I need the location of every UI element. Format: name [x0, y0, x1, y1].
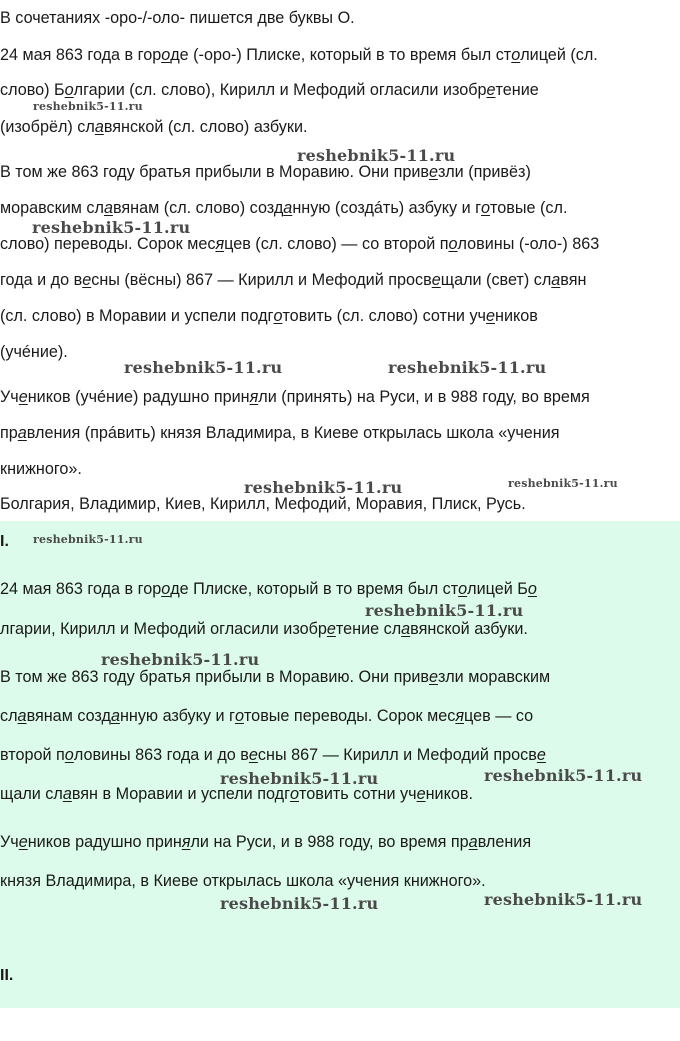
text-segment: щали сл [0, 785, 63, 803]
inserted-letter: я [249, 388, 259, 406]
watermark: reshebnik5-11.ru [124, 358, 283, 377]
answer-line [0, 871, 486, 891]
task-line [0, 423, 560, 443]
task-line [0, 494, 526, 514]
inserted-letter: е [248, 746, 258, 764]
text-segment: нную азбуку и г [119, 707, 235, 725]
text-segment: товить сотни уч [299, 785, 417, 803]
inserted-letter: е [18, 388, 28, 406]
text-segment: вянам созд [26, 707, 111, 725]
inserted-letter: е [326, 620, 336, 638]
answer-line [0, 832, 531, 852]
watermark: reshebnik5-11.ru [32, 218, 191, 237]
watermark: reshebnik5-11.ru [220, 769, 379, 788]
inserted-letter: а [110, 707, 120, 725]
watermark: reshebnik5-11.ru [220, 894, 379, 913]
task-line [0, 342, 68, 362]
inserted-letter: о [161, 580, 171, 598]
inserted-letter: а [62, 785, 72, 803]
inserted-letter: а [103, 199, 113, 217]
text-segment: товить (сл. слово) сотни уч [282, 307, 486, 325]
inserted-letter: а [468, 833, 478, 851]
task-line [0, 387, 590, 407]
inserted-letter: е [431, 271, 441, 289]
inserted-letter: я [215, 235, 225, 253]
text-segment: лгарии, Кирилл и Мефодий огласили изобр [0, 620, 327, 638]
text-segment: лицей (сл. [520, 46, 598, 64]
inserted-letter: я [181, 833, 191, 851]
inserted-letter: о [481, 199, 491, 217]
text-segment: ли на Руси, и в 988 году, во время пр [190, 833, 469, 851]
text-segment: лгарии (сл. слово), Кирилл и Мефодий огласили изобр [73, 81, 487, 99]
text-segment: ловины (-оло-) 863 [457, 235, 600, 253]
task-line [0, 117, 308, 137]
text-segment: сны 867 — Кирилл и Мефодий просв [257, 746, 537, 764]
text-segment: (изобрёл) сл [0, 118, 95, 136]
text-segment: тение сл [335, 620, 402, 638]
text-segment: князя Владимира, в Киеве открылась школа «учения книжного». [0, 872, 486, 890]
rule-text: В сочетаниях -оро-/-оло- пишется две буквы О. [0, 9, 355, 27]
text-segment: Уч [0, 833, 19, 851]
task-line [0, 270, 586, 290]
task-line [0, 459, 82, 479]
inserted-letter: а [94, 118, 104, 136]
watermark: reshebnik5-11.ru [388, 358, 547, 377]
inserted-letter: е [486, 81, 496, 99]
answer-line [0, 706, 533, 726]
inserted-letter: а [551, 271, 561, 289]
text-segment: ников. [425, 785, 473, 803]
text-segment: ли (принять) на Руси, и в 988 году, во время [258, 388, 590, 406]
inserted-letter: я [455, 707, 464, 725]
text-segment: ников [495, 307, 538, 325]
watermark: reshebnik5-11.ru [297, 146, 456, 165]
watermark: reshebnik5-11.ru [244, 478, 403, 497]
watermark: reshebnik5-11.ru [365, 601, 524, 620]
text-segment: де (-оро-) Плиске, который в то время был ст [170, 46, 512, 64]
text-segment: моравским сл [0, 199, 104, 217]
text-segment: вянам (сл. слово) созд [112, 199, 284, 217]
text-segment: де Плиске, который в то время был ст [170, 580, 459, 598]
text-segment: ников (учéние) радушно прин [27, 388, 250, 406]
text-segment: вян [560, 271, 587, 289]
watermark: reshebnik5-11.ru [484, 890, 643, 909]
text-segment: сл [0, 707, 18, 725]
text-segment: вянской (сл. слово) азбуки. [103, 118, 308, 136]
inserted-letter: е [428, 163, 438, 181]
inserted-letter: о [511, 46, 521, 64]
text-segment: вления [477, 833, 532, 851]
inserted-letter: о [64, 81, 74, 99]
text-segment: Болгария, Владимир, Киев, Кирилл, Мефодий, Моравия, Плиск, Русь. [0, 495, 526, 513]
inserted-letter: о [448, 235, 458, 253]
watermark: reshebnik5-11.ru [33, 533, 143, 546]
text-segment: Уч [0, 388, 19, 406]
inserted-letter: е [18, 833, 28, 851]
text-segment: книжного». [0, 460, 82, 478]
text-segment: ников радушно прин [27, 833, 182, 851]
inserted-letter: а [17, 707, 27, 725]
task-line [0, 198, 567, 218]
inserted-letter: о [234, 707, 244, 725]
inserted-letter: е [416, 785, 426, 803]
watermark: reshebnik5-11.ru [101, 650, 260, 669]
task-line [0, 234, 599, 254]
answer-line [0, 579, 537, 599]
text-segment: зли моравским [438, 668, 551, 686]
watermark: reshebnik5-11.ru [33, 100, 143, 113]
text-segment: зли (привёз) [438, 163, 531, 181]
text-segment: слово) переводы. Сорок мес [0, 235, 216, 253]
inserted-letter: о [64, 746, 74, 764]
inserted-letter: е [536, 746, 546, 764]
inserted-letter: о [273, 307, 283, 325]
text-segment: щали (свет) сл [440, 271, 552, 289]
text-segment: сны (вёсны) 867 — Кирилл и Мефодий просв [91, 271, 432, 289]
watermark: reshebnik5-11.ru [484, 766, 643, 785]
text-segment: цев (сл. слово) — со второй п [224, 235, 449, 253]
text-segment: вян в Моравии и успели подг [71, 785, 290, 803]
text-segment: слово) Б [0, 81, 65, 99]
text-segment: 24 мая 863 года в гор [0, 580, 162, 598]
text-segment: ловины 863 года и до в [73, 746, 249, 764]
text-segment: товые переводы. Сорок мес [243, 707, 456, 725]
answer-line [0, 619, 528, 639]
text-segment: (учéние). [0, 343, 68, 361]
watermark: reshebnik5-11.ru [508, 477, 618, 490]
inserted-letter: о [161, 46, 171, 64]
inserted-letter: о [527, 580, 537, 598]
inserted-letter: о [289, 785, 299, 803]
inserted-letter: о [458, 580, 468, 598]
text-segment: тение [495, 81, 539, 99]
inserted-letter: а [401, 620, 411, 638]
text-segment: нную (создáть) азбуку и г [292, 199, 482, 217]
text-segment: второй п [0, 746, 65, 764]
text-segment: товые (сл. [490, 199, 568, 217]
text-segment: цев — со [464, 707, 534, 725]
inserted-letter: а [283, 199, 293, 217]
text-segment: пр [0, 424, 18, 442]
text-segment: 24 мая 863 года в гор [0, 46, 162, 64]
text-segment: лицей Б [467, 580, 528, 598]
text-segment: года и до в [0, 271, 83, 289]
text-segment: вления (прáвить) князя Владимира, в Киеве открылась школа «учения [26, 424, 560, 442]
task-line [0, 80, 539, 100]
inserted-letter: е [428, 668, 438, 686]
inserted-letter: а [17, 424, 27, 442]
section-label-i: I. [0, 533, 9, 550]
answer-line [0, 667, 550, 687]
answer-line [0, 745, 546, 765]
text-segment: В том же 863 году братья прибыли в Моравию. Они прив [0, 668, 429, 686]
task-line [0, 306, 538, 326]
inserted-letter: е [485, 307, 495, 325]
task-line [0, 162, 531, 182]
inserted-letter: е [82, 271, 92, 289]
text-segment: (сл. слово) в Моравии и успели подг [0, 307, 274, 325]
text-segment: В том же 863 году братья прибыли в Моравию. Они прив [0, 163, 429, 181]
text-segment: вянской азбуки. [410, 620, 528, 638]
task-line [0, 45, 598, 65]
section-label-ii: II. [0, 967, 14, 984]
